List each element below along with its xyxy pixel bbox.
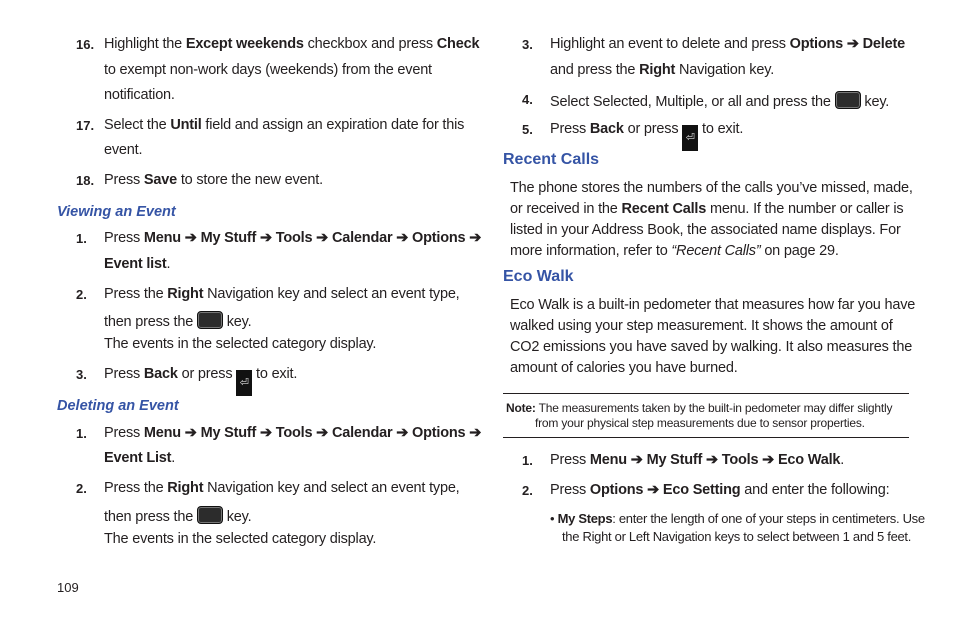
note-top-rule [503, 393, 909, 394]
step-text: Press the Right Navigation key and select an event type, [104, 480, 460, 496]
step-number: 2. [76, 481, 87, 496]
bullet-my-steps: • My Steps: enter the length of one of your steps in centimeters. Use the Right or Left Navigation keys to select between 1 and 5 feet. [550, 511, 925, 544]
menu-key-icon [197, 311, 223, 329]
section-heading-recent-calls: Recent Calls [503, 151, 600, 168]
step-text: The events in the selected category display. [104, 336, 377, 352]
step-number: 1. [522, 453, 533, 468]
end-key-icon: ⏎ [682, 125, 698, 151]
step-number: 17. [76, 118, 95, 133]
step-text: Press the Right Navigation key and select an event type, [104, 286, 460, 302]
step-number: 5. [522, 122, 533, 137]
step-text: The events in the selected category display. [104, 531, 377, 547]
note-bottom-rule [503, 437, 909, 438]
step-text: Highlight an event to delete and press Options ➔ Delete [550, 36, 905, 52]
step-text: Press Back or press ⏎ to exit. [550, 121, 743, 151]
end-key-icon: ⏎ [236, 370, 252, 396]
step-text: notification. [104, 87, 175, 103]
step-number: 18. [76, 173, 95, 188]
step-text: Press Menu ➔ My Stuff ➔ Tools ➔ Calendar ➔ Options ➔ [104, 425, 482, 441]
step-text: Press Menu ➔ My Stuff ➔ Tools ➔ Eco Walk. [550, 452, 845, 468]
step-number: 16. [76, 37, 95, 52]
section-heading-viewing: Viewing an Event [57, 204, 176, 220]
step-number: 2. [522, 483, 533, 498]
step-text: Event List. [104, 450, 176, 466]
step-text: Highlight the Except weekends checkbox and press Check [104, 36, 480, 52]
menu-key-icon [835, 91, 861, 109]
section-heading-eco-walk: Eco Walk [503, 268, 574, 285]
step-number: 3. [76, 367, 87, 382]
step-text: Press Menu ➔ My Stuff ➔ Tools ➔ Calendar ➔ Options ➔ [104, 230, 482, 246]
step-text: and press the Right Navigation key. [550, 62, 775, 78]
page-number: 109 [57, 580, 79, 595]
step-text: Press Options ➔ Eco Setting and enter the following: [550, 482, 890, 498]
step-text: Press Back or press ⏎ to exit. [104, 366, 297, 396]
step-text: Press Save to store the new event. [104, 172, 323, 188]
step-number: 2. [76, 287, 87, 302]
step-number: 1. [76, 231, 87, 246]
recent-calls-paragraph: The phone stores the numbers of the calls you’ve missed, made, or received in the Recent Calls menu. If the number or caller is listed in your Address Book, the associated name displays. For more information, refer to “Recent Calls” on page 29. [510, 180, 913, 259]
step-number: 3. [522, 37, 533, 52]
step-text: Select the Until field and assign an expiration date for this [104, 117, 465, 133]
step-text: event. [104, 142, 143, 158]
eco-walk-paragraph: Eco Walk is a built-in pedometer that measures how far you have walked using your step measurement. It shows the amount of CO2 emissions you have saved by walking. It also measures the amount of calories you have burned. [510, 297, 916, 376]
step-text: then press the key. [104, 311, 251, 330]
menu-key-icon [197, 506, 223, 524]
step-text: to exempt non-work days (weekends) from the event [104, 62, 432, 78]
step-text: then press the key. [104, 506, 251, 525]
step-number: 4. [522, 92, 533, 107]
step-text: Select Selected, Multiple, or all and press the key. [550, 91, 889, 110]
section-heading-deleting: Deleting an Event [57, 398, 179, 414]
step-text: Event list. [104, 256, 171, 272]
step-number: 1. [76, 426, 87, 441]
note-box: Note: The measurements taken by the built-in pedometer may differ slightly from your physical step measurements due to sensor properties. [506, 401, 893, 430]
